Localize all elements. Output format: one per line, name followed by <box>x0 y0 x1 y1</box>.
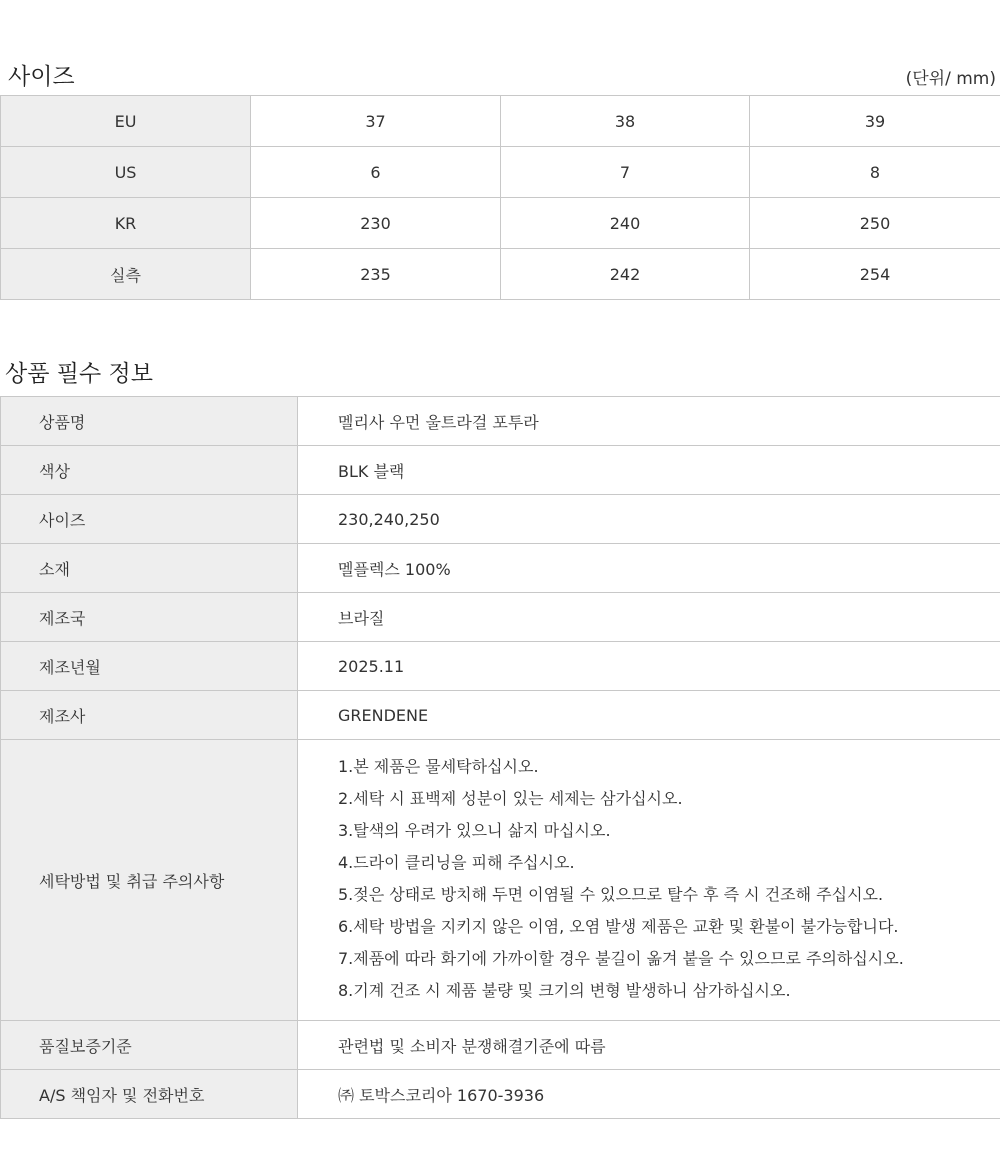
care-line: 5.젖은 상태로 방치해 두면 이염될 수 있으므로 탈수 후 즉 시 건조해 주십시오. <box>338 885 884 904</box>
info-row-care-instructions <box>1 740 1000 1021</box>
size-cell: 230 <box>251 198 501 249</box>
info-label: 소재 <box>1 544 298 593</box>
size-row-label: KR <box>1 198 251 249</box>
info-label: 상품명 <box>1 397 298 446</box>
info-value: 관련법 및 소비자 분쟁해결기준에 따름 <box>298 1021 1000 1070</box>
info-section-title: 상품 필수 정보 <box>5 361 153 387</box>
info-label: 제조년월 <box>1 642 298 691</box>
info-value: GRENDENE <box>298 691 1000 740</box>
info-label: 세탁방법 및 취급 주의사항 <box>1 740 298 1021</box>
info-row-size <box>1 495 1000 544</box>
info-row-quality-standard <box>1 1021 1000 1070</box>
info-value: ㈜ 토박스코리아 1670-3936 <box>298 1070 1000 1119</box>
unit-note: (단위/ mm) <box>905 69 996 89</box>
info-value: 멜리사 우먼 울트라걸 포투라 <box>298 397 1000 446</box>
size-cell: 37 <box>251 96 501 147</box>
care-line: 2.세탁 시 표백제 성분이 있는 세제는 삼가십시오. <box>338 789 683 808</box>
info-value: BLK 블랙 <box>298 446 1000 495</box>
info-row-product-name <box>1 397 1000 446</box>
info-label: 제조국 <box>1 593 298 642</box>
size-row-label: EU <box>1 96 251 147</box>
size-cell: 7 <box>501 147 750 198</box>
size-cell: 250 <box>750 198 1000 249</box>
care-line: 6.세탁 방법을 지키지 않은 이염, 오염 발생 제품은 교환 및 환불이 불가능합니다. <box>338 917 899 936</box>
info-label: 사이즈 <box>1 495 298 544</box>
info-value: 멜플렉스 100% <box>298 544 1000 593</box>
info-value: 2025.11 <box>298 642 1000 691</box>
size-row-measured <box>1 249 1000 300</box>
size-cell: 39 <box>750 96 1000 147</box>
care-instructions-list <box>298 740 1000 1021</box>
care-line: 1.본 제품은 물세탁하십시오. <box>338 757 539 776</box>
size-row-label: 실측 <box>1 249 251 300</box>
info-row-manufacturer <box>1 691 1000 740</box>
info-value: 230,240,250 <box>298 495 1000 544</box>
info-label: 색상 <box>1 446 298 495</box>
info-section-header <box>0 355 1000 389</box>
size-section-header <box>0 58 1000 92</box>
info-label: 품질보증기준 <box>1 1021 298 1070</box>
info-label: A/S 책임자 및 전화번호 <box>1 1070 298 1119</box>
size-row-label: US <box>1 147 251 198</box>
size-cell: 8 <box>750 147 1000 198</box>
size-cell: 38 <box>501 96 750 147</box>
size-cell: 6 <box>251 147 501 198</box>
size-row-kr <box>1 198 1000 249</box>
product-info-table <box>0 396 1000 1119</box>
care-line: 4.드라이 클리닝을 피해 주십시오. <box>338 853 575 872</box>
care-line: 8.기계 건조 시 제품 불량 및 크기의 변형 발생하니 삼가하십시오. <box>338 981 791 1000</box>
info-row-as-contact <box>1 1070 1000 1119</box>
care-line: 3.탈색의 우려가 있으니 삶지 마십시오. <box>338 821 611 840</box>
size-row-us <box>1 147 1000 198</box>
size-table <box>0 95 1000 300</box>
info-row-origin <box>1 593 1000 642</box>
care-line: 7.제품에 따라 화기에 가까이할 경우 불길이 옮겨 붙을 수 있으므로 주의하십시오. <box>338 949 904 968</box>
size-cell: 240 <box>501 198 750 249</box>
size-cell: 235 <box>251 249 501 300</box>
size-cell: 254 <box>750 249 1000 300</box>
info-label: 제조사 <box>1 691 298 740</box>
info-row-material <box>1 544 1000 593</box>
info-value: 브라질 <box>298 593 1000 642</box>
info-row-manufacture-date <box>1 642 1000 691</box>
size-section-title: 사이즈 <box>8 64 75 90</box>
size-cell: 242 <box>501 249 750 300</box>
info-row-color <box>1 446 1000 495</box>
size-row-eu <box>1 96 1000 147</box>
